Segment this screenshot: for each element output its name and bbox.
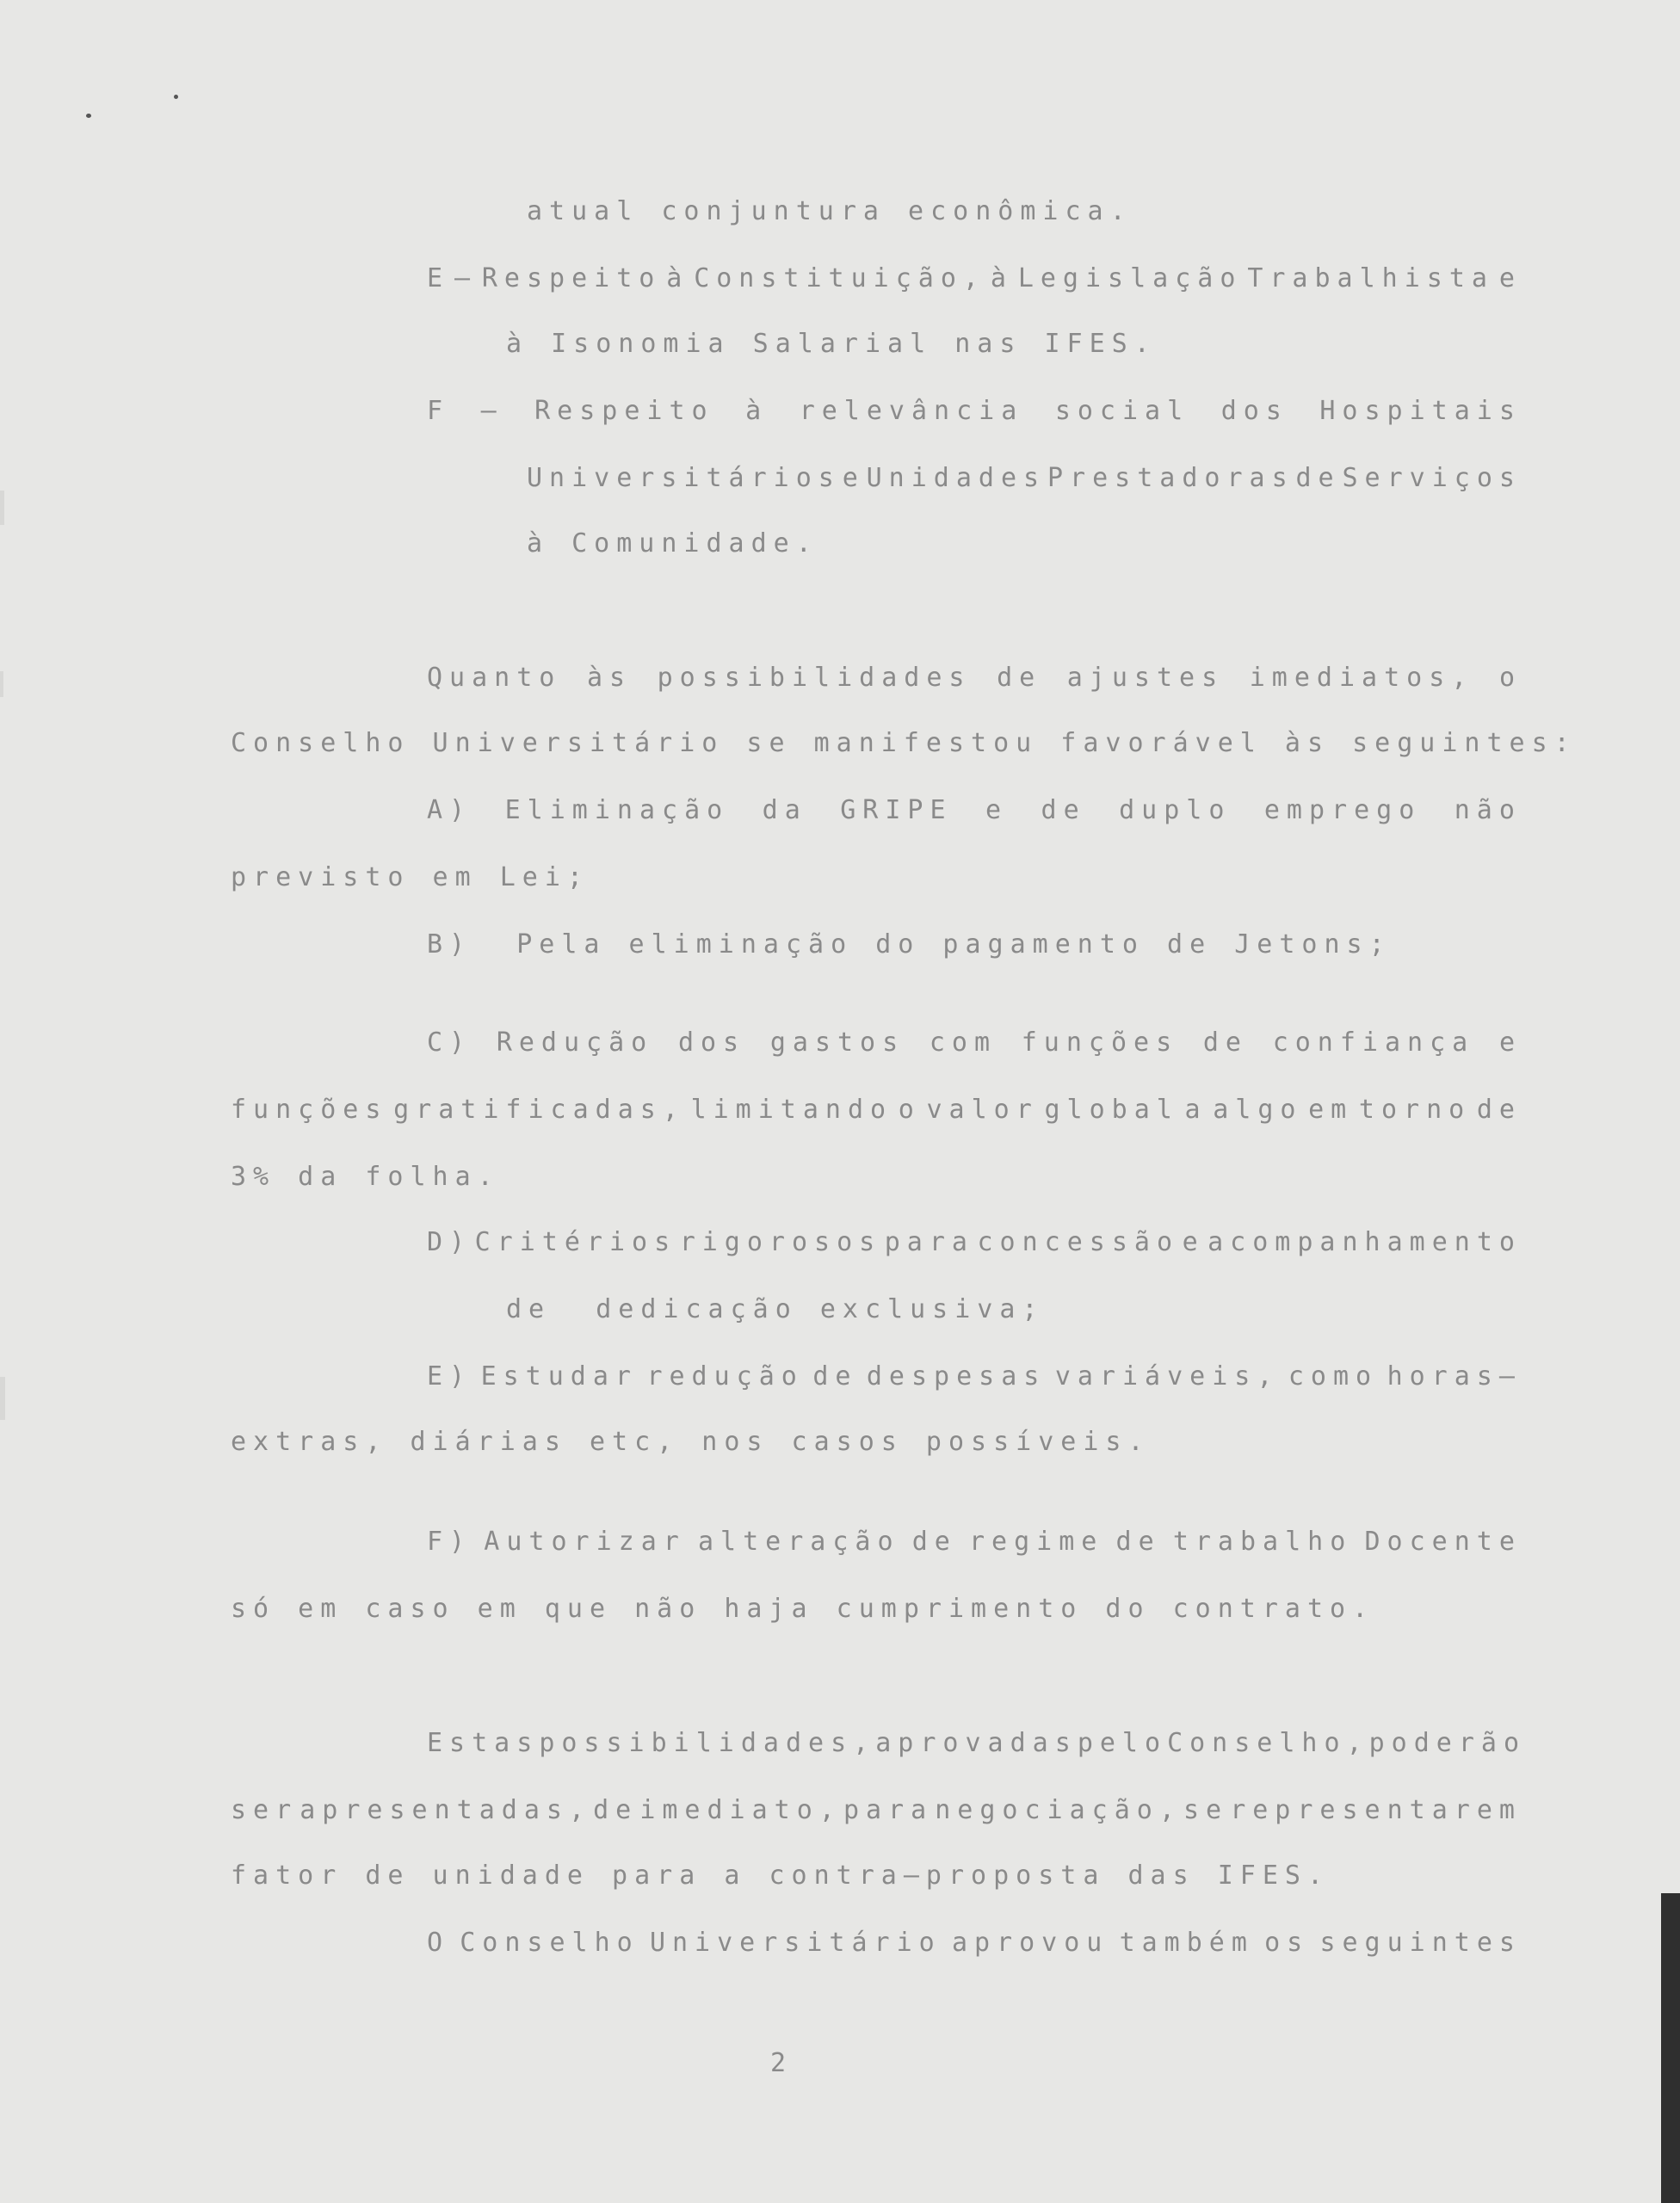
text-line: ser apresentadas, de imediato, para negociação, se representarem [231, 1795, 1522, 1825]
text-line: Estas possibilidades, aprovadas pelo Conselho, poderão [427, 1728, 1527, 1758]
text-line: D) Critérios rigorosos para concessão e acompanhamento [427, 1227, 1522, 1257]
text-line: F – Respeito à relevância social dos Hospitais [427, 396, 1522, 426]
text-line: funções gratificadas, limitando o valor global a algo em torno de [231, 1095, 1522, 1125]
text-line: Quanto às possibilidades de ajustes imediatos, o [427, 663, 1522, 693]
text-line: Universitários e Unidades Prestadoras de Serviços [527, 463, 1522, 493]
scan-mark [0, 1377, 5, 1420]
page-number: 2 [770, 2048, 787, 2078]
text-line: A) Eliminação da GRIPE e de duplo emprego não [427, 795, 1522, 825]
text-line: Conselho Universitário se manifestou favorável às seguintes: [231, 728, 1577, 758]
text-line: atual conjuntura econômica. [527, 196, 1133, 226]
text-line: E) Estudar redução de despesas variáveis, como horas– [427, 1361, 1522, 1392]
text-line: E – Respeito à Constituição, à Legislação Trabalhista e [427, 263, 1522, 293]
scan-edge [1661, 1893, 1680, 2203]
scan-mark [0, 671, 3, 697]
text-line: à Isonomia Salarial nas IFES. [506, 329, 1157, 359]
text-line: O Conselho Universitário aprovou também os seguintes [427, 1928, 1522, 1958]
scan-speck [174, 95, 178, 99]
text-line: F) Autorizar alteração de regime de trabalho Docente [427, 1527, 1522, 1557]
text-line: de dedicação exclusiva; [506, 1294, 1045, 1324]
text-line: 3% da folha. [231, 1162, 500, 1192]
text-line: fator de unidade para a contra–proposta das IFES. [231, 1861, 1331, 1891]
text-line: B) Pela eliminação do pagamento de Jetons; [427, 929, 1392, 960]
text-line: previsto em Lei; [231, 862, 590, 892]
text-line: só em caso em que não haja cumprimento do contrato. [231, 1594, 1375, 1624]
scan-speck [86, 114, 91, 118]
scan-mark [0, 491, 4, 525]
text-line: extras, diárias etc, nos casos possíveis. [231, 1427, 1151, 1457]
text-line: à Comunidade. [527, 528, 818, 558]
text-line: C) Redução dos gastos com funções de confiança e [427, 1027, 1522, 1058]
